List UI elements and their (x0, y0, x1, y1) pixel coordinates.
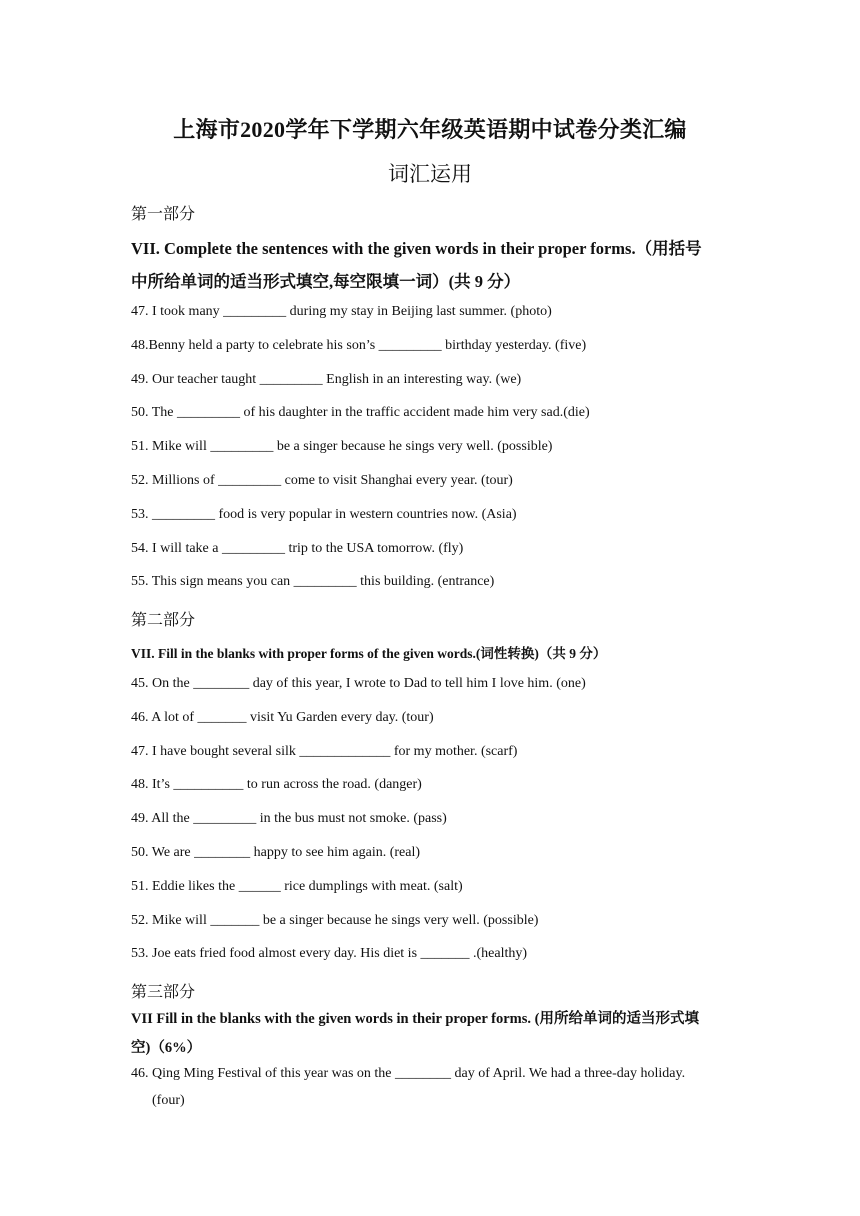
part2-item-46: 46. A lot of _______ visit Yu Garden every day. (tour) (131, 710, 434, 725)
part1-item-52: 52. Millions of _________ come to visit Shanghai every year. (tour) (131, 473, 513, 488)
part1-item-48: 48.Benny held a party to celebrate his son’s _________ birthday yesterday. (five) (131, 338, 587, 353)
part1-item-50: 50. The _________ of his daughter in the traffic accident made him very sad.(die) (131, 405, 590, 420)
part2-label: 第二部分 (131, 612, 196, 629)
part1-item-55: 55. This sign means you can _________ this building. (entrance) (131, 574, 495, 589)
part3-item-46-line1: 46. Qing Ming Festival of this year was on the ________ day of April. We had a three-day holiday. (131, 1066, 686, 1081)
part3-label: 第三部分 (131, 984, 196, 1001)
part1-item-47: 47. I took many _________ during my stay in Beijing last summer. (photo) (131, 304, 552, 319)
part2-item-50: 50. We are ________ happy to see him again. (real) (131, 845, 421, 860)
part3-heading-line1: VII Fill in the blanks with the given words in their proper forms. (用所给单词的适当形式填 (131, 1011, 699, 1027)
part3-item-46-line2: (four) (152, 1093, 185, 1108)
part2-item-52: 52. Mike will _______ be a singer because he sings very well. (possible) (131, 913, 539, 928)
part1-heading-line2: 中所给单词的适当形式填空,每空限填一词）(共 9 分） (131, 272, 521, 291)
part2-item-49: 49. All the _________ in the bus must not smoke. (pass) (131, 811, 447, 826)
part1-label: 第一部分 (131, 206, 196, 223)
part1-item-53: 53. _________ food is very popular in western countries now. (Asia) (131, 507, 517, 522)
part1-item-51: 51. Mike will _________ be a singer because he sings very well. (possible) (131, 439, 553, 454)
part2-item-47: 47. I have bought several silk _____________ for my mother. (scarf) (131, 744, 518, 759)
part1-item-49: 49. Our teacher taught _________ English in an interesting way. (we) (131, 372, 522, 387)
part1-item-54: 54. I will take a _________ trip to the USA tomorrow. (fly) (131, 541, 464, 556)
part2-heading: VII. Fill in the blanks with proper forms of the given words.(词性转换)（共 9 分） (131, 646, 607, 661)
part1-heading-line1: VII. Complete the sentences with the given words in their proper forms.（用括号 (131, 239, 702, 258)
document-title: 上海市2020学年下学期六年级英语期中试卷分类汇编 (173, 117, 687, 142)
document-subtitle: 词汇运用 (388, 162, 472, 186)
part2-item-53: 53. Joe eats fried food almost every day. His diet is _______ .(healthy) (131, 946, 528, 961)
part2-item-51: 51. Eddie likes the ______ rice dumplings with meat. (salt) (131, 879, 463, 894)
part2-item-45: 45. On the ________ day of this year, I wrote to Dad to tell him I love him. (one) (131, 676, 586, 691)
part2-item-48: 48. It’s __________ to run across the road. (danger) (131, 777, 422, 792)
part3-heading-line2: 空)（6%） (131, 1040, 202, 1056)
